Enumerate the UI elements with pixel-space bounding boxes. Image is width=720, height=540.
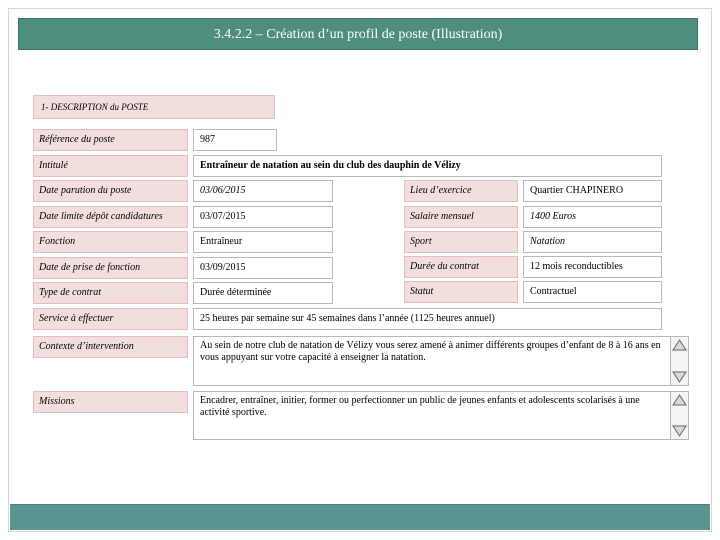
reference-label: Référence du poste xyxy=(33,129,188,151)
date-parution-field[interactable]: 03/06/2015 xyxy=(193,180,333,202)
salaire-label: Salaire mensuel xyxy=(404,206,518,228)
fonction-label: Fonction xyxy=(33,231,188,253)
missions-textarea[interactable] xyxy=(193,391,689,440)
missions-text: Encadrer, entraîner, initier, former ou perfectionner un public de jeunes enfants et adolescents scolarisés à une activité sportive. xyxy=(200,395,640,418)
date-parution-label: Date parution du poste xyxy=(33,180,188,202)
date-prise-label: Date de prise de fonction xyxy=(33,257,188,279)
duree-contrat-label: Durée du contrat xyxy=(404,256,518,278)
service-field[interactable]: 25 heures par semaine sur 45 semaines dans l’année (1125 heures annuel) xyxy=(193,308,662,330)
missions-label: Missions xyxy=(33,391,188,413)
salaire-field[interactable]: 1400 Euros xyxy=(523,206,662,228)
statut-label: Statut xyxy=(404,281,518,303)
duree-contrat-field[interactable]: 12 mois reconductibles xyxy=(523,256,662,278)
sport-field[interactable]: Natation xyxy=(523,231,662,253)
scroll-up-icon[interactable] xyxy=(672,339,687,351)
scroll-down-icon[interactable] xyxy=(672,425,687,437)
contexte-label: Contexte d’intervention xyxy=(33,336,188,358)
date-limite-label: Date limite dépôt candidatures xyxy=(33,206,188,228)
footer-bar xyxy=(10,504,710,530)
lieu-exercice-field[interactable]: Quartier CHAPINERO xyxy=(523,180,662,202)
section-header: 1- DESCRIPTION du POSTE xyxy=(33,95,275,119)
intitule-label: Intitulé xyxy=(33,155,188,177)
type-contrat-label: Type de contrat xyxy=(33,282,188,304)
lieu-exercice-label: Lieu d’exercice xyxy=(404,180,518,202)
intitule-field[interactable]: Entraîneur de natation au sein du club des dauphin de Vélizy xyxy=(193,155,662,177)
contexte-text: Au sein de notre club de natation de Vélizy vous serez amené à animer différents groupes d’enfant de 8 à 16 ans en vous appuyant sur votre capacité à enseigner la natation. xyxy=(200,340,661,363)
type-contrat-field[interactable]: Durée déterminée xyxy=(193,282,333,304)
page-title: 3.4.2.2 – Création d’un profil de poste (Illustration) xyxy=(18,18,698,50)
scroll-down-icon[interactable] xyxy=(672,371,687,383)
reference-field[interactable]: 987 xyxy=(193,129,277,151)
service-label: Service à effectuer xyxy=(33,308,188,330)
date-limite-field[interactable]: 03/07/2015 xyxy=(193,206,333,228)
missions-scrollbar[interactable] xyxy=(670,392,688,439)
scroll-up-icon[interactable] xyxy=(672,394,687,406)
fonction-field[interactable]: Entraîneur xyxy=(193,231,333,253)
contexte-textarea[interactable] xyxy=(193,336,689,386)
contexte-scrollbar[interactable] xyxy=(670,337,688,385)
statut-field[interactable]: Contractuel xyxy=(523,281,662,303)
sport-label: Sport xyxy=(404,231,518,253)
date-prise-field[interactable]: 03/09/2015 xyxy=(193,257,333,279)
